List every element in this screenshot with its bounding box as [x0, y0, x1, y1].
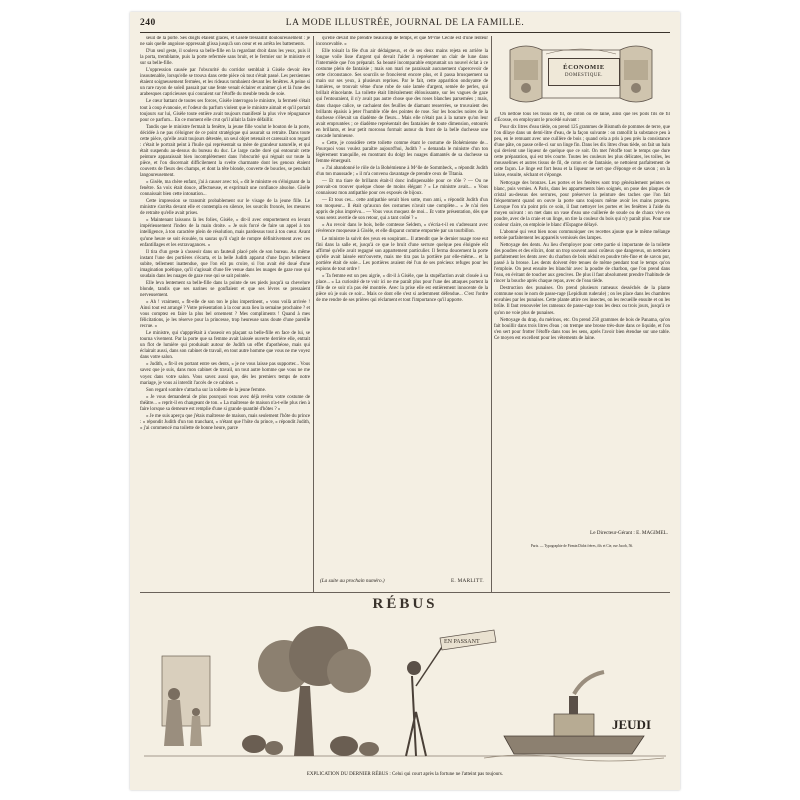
paragraph: Nettoyage du drap, du mérinos, etc. On prend 250 grammes de bois de Panama, qu'on fait bouillir dans trois litres d'eau ; on trempe une brosse très-dure dans ce liquide, et l'on s'en sert pour frotter l'étoffe dans tous les sens, après l'avoir bien étendue sur une table. Ce moyen est excellent pour les vêtements de laine.	[494, 317, 670, 341]
paragraph: Nettoyage des dents. Au lieu d'employer pour cette partie si importante de la toilette des poudres et des elixirs, dont un trop souvent aussi coûteux que dangereux, on nettoiera parfaitement les dents avec du charbon de bois réduit en poudre très-fine et de savon pur, passé à la brosse. Les dents doivent être tenues de même pendant tout le temps qu'on l'emploie. On peut ensuite les blanchir avec la poudre de charbon, que l'on prend dans l'eau, en évitant de toucher aux gencives. De plus il faut absolument prendre l'habitude de rincer la bouche après chaque repas, avec de l'eau tiède.	[494, 242, 670, 285]
paragraph: « Au revoir dans le bois, belle comtesse Seldem, » s'écria-t-il en s'adressant avec révérence moqueuse à Gisèle, et elle disparut comme emportée par un tourbillon.	[316, 223, 488, 235]
paragraph: Il tira d'un geste à s'asseoir dans un fauteuil placé près de son bureau. Au même instant l'une des portières s'écarta, et la belle Judith apparut d'une façon tellement subite, tellement inattendue, que l'on eût pu croire, si l'on avait été doué d'une imagination poétique, qu'il s'agissait d'une fée venue dans les nuages de gaze rose qui soudain dans les nuages de gaze rose qui se sait pointée.	[140, 249, 310, 279]
paragraph: « Maintenant laissons là les folies, Gisèle, » dit-il avec emportement en levant impérieusement l'index de la main droite. « Je suis forcé de faire un appel à ton intelligence, à ton caractère plein de résolution, mais pardessus tout à ton cœur. Avant qu'une heure se soit écoulée, tu sauras qu'il s'agit de rompre définitivement avec ces enfantillages et les extravagances. »	[140, 218, 310, 248]
paragraph: — Et ma tiare de brillants était-il donc indispensable pour ce rôle ? — Ou ne pouvait-on trouver quelque chose de moins élégant ? » Le ministre avait... « Vous connaissez mon antipathie pour ces exposés de bijoux.	[316, 179, 488, 197]
economy-banner	[506, 40, 656, 108]
printer-imprint: Paris. — Typographie de Firmin Didot frères, fils et Cie, rue Jacob, 56.	[530, 544, 634, 548]
paragraph: Le cœur battant de toutes ses forces, Gisèle interrogea le ministre, la fermeté s'était tout à coup évanouie, et l'odeur du parfum violent que le ministre aimait et qu'il portait toujours sur lui, Gisèle toute entière avait toujours manifesté la plus vive répugnance pour ce parfum... En ce moment elle crut qu'il allait la faire défaillir.	[140, 99, 310, 123]
paragraph: « Ah ! vraiment, » fit-elle de son ton le plus impertinent, « vous voilà arrivée ! Ainsi tout est arrangé ? Votre présentation à la cour aura lieu la semaine prochaine ? et vous comptez en faire la plus bel ornement ? Mes compliments ! Quand à mes félicitations, je les réserve pour la princesse, trop heureuse sans doute d'une pareille recrue. »	[140, 299, 310, 330]
column-right	[494, 112, 670, 512]
paragraph: Destruction des punaises. On prend plusieurs rameaux desséchés de la plante commune sous le nom de passe-rage (Lepidium ruderale) ; on les place dans les chambres envahies par les punaises. Cette plante attire ces insectes, on les recueille ensuite et on les brûle. Il faut renouveler les rameaux de passe-rage tous les deux ou trois jours, jusqu'à ce qu'on ne voie plus de punaises.	[494, 286, 670, 316]
director-signature: Le Directeur-Gérant : E. MAGIMEL.	[590, 530, 668, 536]
rebus-rule	[140, 592, 670, 593]
paragraph: « Ta femme est un peu aigrie, » dit-il à Gisèle, que la stupéfaction avait clouée à sa place... « La curiosité de te voir ici ne me paraît plus pour l'une des attaques portent la fille de ce soir n'a pas été montrée. Avec la prise elle est entièrement innocente de la pièce où je suis ce soir... Mais ce dont elle s'est si ardemment défendue... C'est l'ordre de me rendre de ses prières qui réclament et tout l'importance qu'il apporte.	[316, 273, 488, 303]
column-middle	[316, 36, 488, 576]
banner-subtitle: DOMESTIQUE.	[565, 73, 603, 78]
rebus-title: RÉBUS	[372, 596, 438, 612]
paragraph: « Gisèle, ma chère enfant, j'ai à causer avec toi, » dit le ministre en s'éloignant de la fenêtre. Sa voix était douce, affectueuse, et exprimait une confiance absolue. Gisèle connaissait bien cette intonation...	[140, 180, 310, 198]
paragraph: Son regard sombre s'attacha sur la toilette de la jeune femme.	[146, 387, 266, 393]
column-divider	[491, 36, 492, 592]
paragraph: « Je vous demanderai de plus pourquoi vous avez déjà revêtu votre costume de théâtre... » reprit-il en changeant de ton. « La maîtresse de maison n'a-t-elle plus rien à faire lorsque sa demeure est remplie d'une si grande quantité d'hôtes ? »	[140, 394, 310, 412]
rebus-ship-label: JEUDI	[612, 717, 652, 732]
header-rule	[140, 32, 670, 33]
page-number: 240	[140, 18, 156, 28]
paragraph: Cette impression se transmit probablement sur le visage de la jeune fille. Le ministre s'arrêta devant elle et contempla en silence, les sourcils froncés, les mesures de retraite qu'elle avait prises.	[140, 199, 310, 217]
author-name: E. MARLITT.	[450, 578, 484, 584]
paragraph: « Cette, je considère cette toilette comme étant le costume de Bohémienne de... Pourquoi vous voulez paraître aujourd'hui, Judith ? » demanda le ministre d'un ton légèrement tranquille, en montrant du doigt les nuages diamantés de sa duchesse sa femme émergeait.	[316, 140, 488, 164]
rebus-illustration	[144, 616, 666, 768]
column-left	[140, 36, 310, 636]
paragraph: « J'ai abandonné le rôle de la Bohémienne à M^lle de Sommbeck, » répondit Judith d'un ton maussade ; « il m'a convenu davantage de prendre ceux de Titania.	[316, 165, 488, 178]
banner-title: ÉCONOMIE	[563, 64, 605, 71]
paragraph: Elle leva lentement sa belle-fille dans la pointe de ses pieds jusqu'à sa chevelure blonde, tandis que ses narines se gonflaient et que ses lèvres se pressaient nerveusement.	[140, 280, 310, 298]
newspaper-page	[130, 12, 680, 790]
paragraph: Le ministre la suivit des yeux en soupirant... Il attendit que le dernier nuage rose eut fini dans la salle et, jusqu'à ce que le bruit d'une serrure quelque peu éloignée eût affirmé qu'elle avait regagné son appartement particulier. Il ferma doucement la porte qu'elle avait laissée entr'ouverte, mais me tira pas la portière par elle-même... et la portière était de soie... Les portières avaient été l'un de ses précieux refuges pour les espions de tout ordre !	[316, 236, 488, 272]
paragraph: D'un seul geste, il souleva sa belle-fille en la regardant droit dans les yeux, puis il la porta, tremblante, puis la porte refermée sans bruit, et le fermier sur le ministre et sur sa belle-fille.	[140, 49, 310, 67]
paragraph: qu'elle devait me prendre beaucoup de temps, et que M^me Cécile est d'une lenteur inconcevable. »	[316, 36, 488, 48]
paragraph: Elle toisait la fée d'un air dédaigneux, et de ses deux mains rejeta en arrière la longue voile lisse d'argent qui devait l'aider à représenter un clair de lune dans l'intermède que l'on préparait. Sa beauté incomparable empruntait un nouvel éclat à ce costume plein de fantaisie ; mais son mari ne paraissait aucunement s'apercevoir de cette circonstance. Ses sourcils se froncèrent encore plus, et il passa brusquement sa main sur ses yeux, à plusieurs reprises. Par le fait, cette apparition ondoyante de lumières, se trouvait vêtue d'une robe de soie lamée d'argent, semée de perles, qui brillait étincelante. La toilette était littéralement éblouissante, sur les vagues de gaze qui l'entouraient, il n'y avait pas autre chose que des roses blanches parsemées ; mais, dans chaque calice, se cachaient des feuilles de diamant resserrées, se trouvaient des brillants épaisis à jeter l'humble rôle des pointes de rose. Sur les boucles noires de la duchesse s'élevait un diadème de fleurs... Mais elle n'était pas à la nature qu'on leur avait empruntées ; ce diadème représentait des fantaisies de toute dimension, entourés en brillants, et leur petit morceau formait autour du front de la belle duchesse une cascade lumineuse.	[316, 49, 488, 139]
paragraph: On nettoie tous les tissus de fil, de coton ou de laine, ainsi que les poils fils de fil d'Écosse, en employant le procédé suivant :	[494, 112, 670, 124]
continued-note: (La suite au prochain numéro.)	[320, 578, 385, 584]
paragraph: Le ministre, qui s'appprêtait à s'asseoir en plaçant sa belle-fille en face de lui, se tourna vivement. Par la porte que sa femme avait laissée ouverte derrière elle, entrait un flot de lumière qui produisait autour de Judith un effet d'apothéose, mais qui éclairait aussi, dans son cabinet de travail, en tout autre homme que vous ne me voyez dans votre salon.	[140, 331, 310, 361]
journal-title: LA MODE ILLUSTRÉE, JOURNAL DE LA FAMILLE.	[285, 18, 525, 28]
paragraph: Tandis que le ministre fermait la fenêtre, la jeune fille voulut le bouton de la porte, décidée à ne pas s'éloigner de ce point stratégique qui assurait sa retraite. Dans toute cette pièce, qu'elle avait toujours détestée, un seul objet retenait et caressait son regard : c'était le portrait peint à l'huile qui représentait sa mère de grandeur naturelle, et qui était suspendu au-dessus du bureau du duc. Le large cadre doré qui entourait cette peinture apparaissait bien incomplètement dans l'obscurité qui régnait sur toute la pièce, et l'on discernait difficilement la svelte charmante dont les genoux étaient couverts de fleurs des champs, et dont la tête blonde, couverte de boucles, se penchait langoureusement.	[140, 124, 310, 179]
paragraph: seuil de la porte. Ses doigts étaient glacés, et Gisèle tressaillit douloureusement : je ne sais quelle angoisse oppressait glissa jusqu'à son cœur et en arrêta les battements.	[140, 36, 310, 48]
paragraph: « Je me suis aperçu que j'étais maîtresse de maison, mais seulement l'hôte du prince : » répondit Judith d'un ton tranchant, « n'étant que l'hôte du prince, » répondit Judith, « j'ai commencé ma toilette de bonne heure, parce	[140, 413, 310, 431]
rebus-banner-text: EN PASSANT	[444, 639, 480, 645]
paragraph: Nettoyage des bronzes. Les portes et les fenêtres sont trop généralement peintes en blanc, puis vernies. A Paris, dans les appartements bien soignés, on pose des plaques de cristal au-dessus des serrures, pour préserver la peinture des taches que l'on fait fréquemment quand on ouvre la porte sans toujours même avoir les mains propres. Lorsque l'on n'a point pris ce soin, il faut nettoyer les portes et les fenêtres à l'aide du moyen suivant : on met dans un vase d'eau une cuillerée de soude ou de chaux vive en poudre, avec de la craie et un linge, on tire la couleur du bois qui n'y paraît plus. Pour une couleur claire, on emploie le blanc d'Espagne délayé.	[494, 180, 670, 228]
paragraph: L'oppression causée par l'obscurité du corridor semblait à Gisèle devoir être insoutenable, lorsqu'elle se trouva dans cette pièce où tout s'était passé. Les persiennes étaient soigneusement fermées, et les rideaux tombaient devant les fenêtres. A peine si un rare rayon de soleil passait par une fente venait éclairer et animer çà et là l'une des arabesques capricieuses qui couraient sur l'étoffe du meuble tendu de soie.	[140, 68, 310, 98]
rebus-caption: EXPLICATION DU DERNIER RÉBUS : Celui qui court après la fortune ne l'atteint pas toujours.	[306, 772, 504, 777]
banner-title-box	[548, 58, 620, 86]
paragraph: Pour dix litres d'eau tiède, on prend 125 grammes de Bismuth de pommes de terre, que l'on dilaye dans un demi-litre d'eau, de la façon suivante : on ramollit la substance peu à peu, en le remuant avec une cuillère de bois ; quand cela a pris à peu près la consistance d'une pâte, on passe celle-ci sur un linge fin. Dans les dix litres d'eau tiède, on fait un bain qui devient une liqueur de quelque que ce soit. On met l'étoffe tout le temps que dure cette préparation, qui est très courte. Toutes les couleurs les plus délicates, les toiles, les mousselines et autres tissus de fil, de coton et de fantaisie, se nettoient parfaitement de cette façon. Le linge est fort beau et la liqueur ne sert que d'éponge et de savon ; on la laisse, ensuite, séchant et s'éponge.	[494, 125, 670, 179]
page-header	[140, 18, 670, 32]
column-divider	[313, 36, 314, 592]
novel-byline	[316, 578, 488, 586]
paragraph: « Judith, » fit-il en portant entre ses dents, « je ne vous laisse pas supporter... Vous savez que je suis, dans mon cabinet de travail, un tout autre homme que vous ne me voyez dans votre salon. Vous savez aussi que, dès les premiers temps de notre mariage, je vous ai interdit l'accès de ce cabinet. »	[140, 362, 310, 386]
paragraph: L'abonné qui veut bien nous communiquer ces recettes ajoute que le même mélange nettoie parfaitement les appareils vernissés des lampes.	[494, 229, 670, 241]
paragraph: — Et tous ces... cette antipathie serait bien sotte, mon ami, » répondit Judith d'un ton moqueur... Il était qu'aucun des costumes n'avait une complète... « Je n'ai rien appris de plus imprévu... — Vous vous moquez de moi... Et votre présentation, dès que vous serez avertie de son retour, qui a tant coûté ? »	[316, 198, 488, 222]
